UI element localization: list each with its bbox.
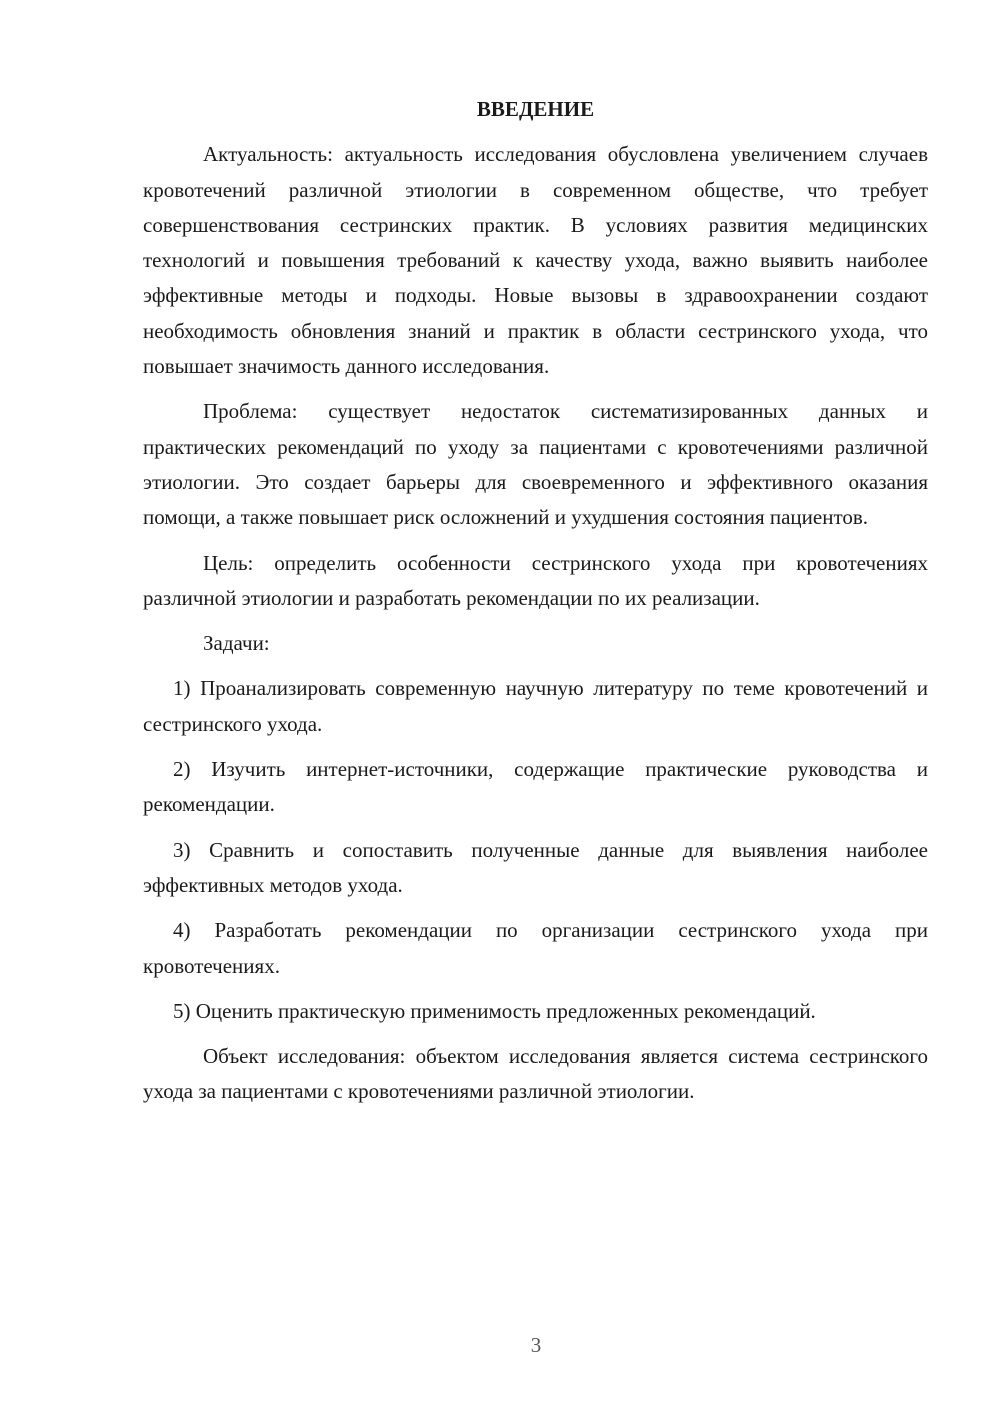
section-title: ВВЕДЕНИЕ	[476, 97, 595, 121]
task-item: 1) Проанализировать современную научную литературу по теме кровотечений и сестринского ухода.	[143, 676, 928, 736]
task-item: 5) Оценить практическую применимость предложенных рекомендаций.	[173, 998, 816, 1023]
paragraph-object: Объект исследования: объектом исследования является система сестринского ухода за пациентами с кровотечениями различной этиологии.	[143, 1044, 928, 1104]
paragraph-relevance: Актуальность: актуальность исследования обусловлена увеличением случаев кровотечений различной этиологии в современном обществе, что требует совершенствования сестринских практик. В условиях развития медицинских технологий и повышения требований к качеству ухода, важно выявить наиболее эффективные методы и подходы. Новые вызовы в здравоохранении создают необходимость обновления знаний и практик в области сестринского ухода, что повышает значимость данного исследования.	[143, 142, 928, 379]
paragraph-goal: Цель: определить особенности сестринского ухода при кровотечениях различной этиологии и разработать рекомендации по их реализации.	[143, 550, 928, 610]
document-page	[143, 92, 928, 1120]
task-item: 2) Изучить интернет-источники, содержащие практические руководства и рекомендации.	[143, 757, 928, 817]
tasks-label: Задачи:	[203, 631, 270, 656]
task-item: 4) Разработать рекомендации по организации сестринского ухода при кровотечениях.	[143, 918, 928, 978]
paragraph-problem: Проблема: существует недостаток систематизированных данных и практических рекомендаций по уходу за пациентами с кровотечениями различной этиологии. Это создает барьеры для своевременного и эффективного оказания помощи, а также повышает риск осложнений и ухудшения состояния пациентов.	[143, 399, 928, 530]
page-number: 3	[530, 1333, 542, 1357]
task-item: 3) Сравнить и сопоставить полученные данные для выявления наиболее эффективных методов ухода.	[143, 837, 928, 897]
